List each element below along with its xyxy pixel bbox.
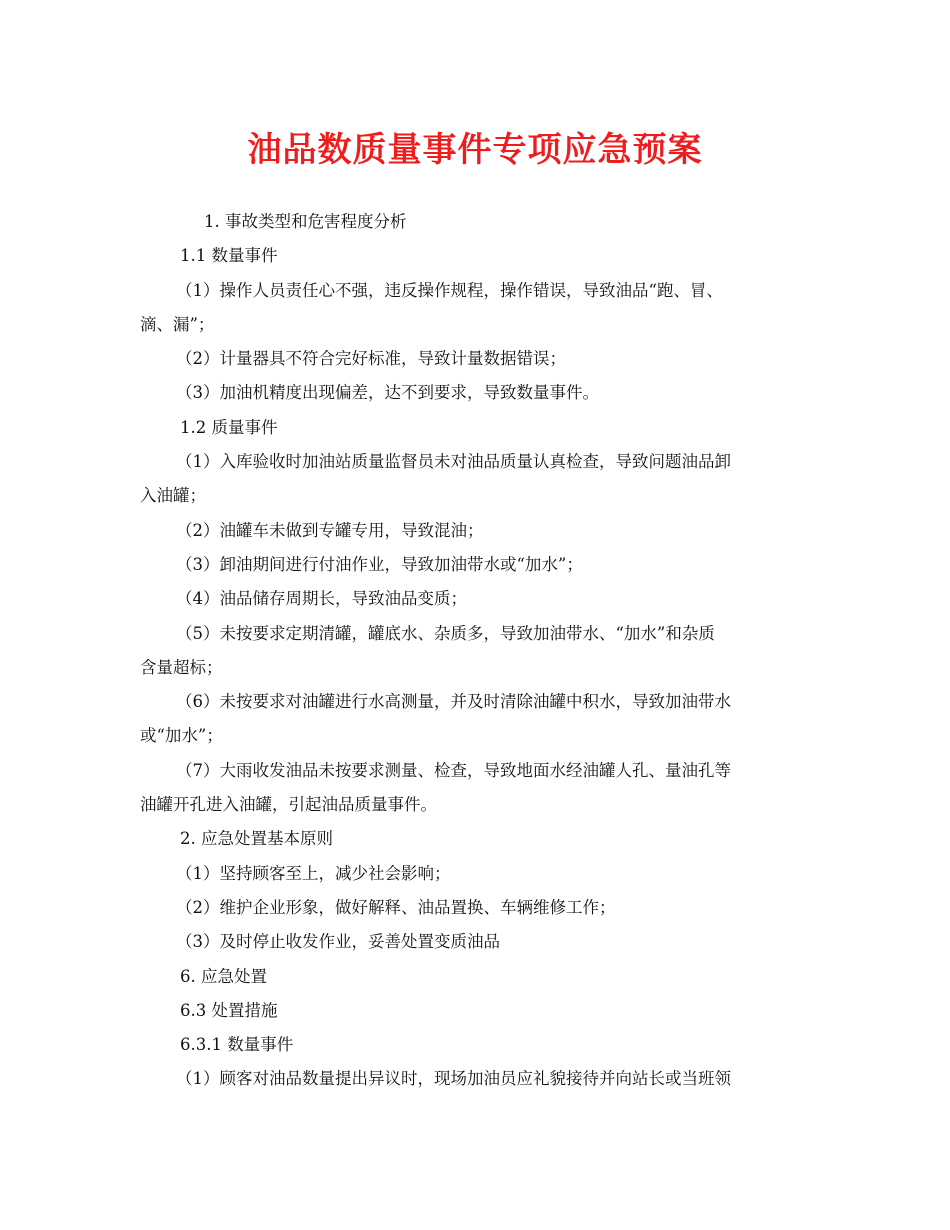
paragraph-line: 或“加水”； — [140, 726, 223, 746]
paragraph-line: （3）卸油期间进行付油作业，导致加油带水或“加水”； — [176, 554, 583, 574]
paragraph-line: 入油罐； — [140, 486, 206, 506]
subsection-heading: 1.2 质量事件 — [180, 417, 278, 437]
paragraph-line: （1）坚持顾客至上，减少社会影响； — [176, 863, 451, 883]
paragraph-line: （4）油品储存周期长，导致油品变质； — [176, 589, 467, 609]
subsection-heading: 1.1 数量事件 — [180, 246, 278, 266]
paragraph-line: （3）加油机精度出现偏差，达不到要求，导致数量事件。 — [176, 383, 599, 403]
paragraph-line: （1）入库验收时加油站质量监督员未对油品质量认真检查，导致问题油品卸 — [176, 452, 731, 472]
paragraph-line: 含量超标； — [140, 657, 223, 677]
paragraph-line: （7）大雨收发油品未按要求测量、检查，导致地面水经油罐人孔、量油孔等 — [176, 760, 731, 780]
paragraph-line: （1）顾客对油品数量提出异议时，现场加油员应礼貌接待并向站长或当班领 — [176, 1069, 731, 1089]
paragraph-line: （2）维护企业形象，做好解释、油品置换、车辆维修工作； — [176, 897, 616, 917]
paragraph-line: （6）未按要求对油罐进行水高测量，并及时清除油罐中积水，导致加油带水 — [176, 692, 731, 712]
paragraph-line: 油罐开孔进入油罐，引起油品质量事件。 — [140, 795, 437, 815]
document-title: 油品数质量事件专项应急预案 — [247, 130, 703, 170]
paragraph-line: （3）及时停止收发作业，妥善处置变质油品 — [176, 932, 500, 952]
subsection-heading: 6.3 处置措施 — [180, 1000, 278, 1020]
paragraph-line: （5）未按要求定期清罐，罐底水、杂质多，导致加油带水、“加水”和杂质 — [176, 623, 715, 643]
paragraph-line: （2）油罐车未做到专罐专用，导致混油； — [176, 520, 484, 540]
section-heading: 2. 应急处置基本原则 — [180, 829, 333, 849]
subsection-heading: 6.3.1 数量事件 — [180, 1035, 294, 1055]
paragraph-line: （1）操作人员责任心不强，违反操作规程，操作错误，导致油品“跑、冒、 — [176, 280, 723, 300]
paragraph-line: 滴、漏”； — [140, 314, 215, 334]
paragraph-line: （2）计量器具不符合完好标准，导致计量数据错误； — [176, 349, 566, 369]
section-heading: 6. 应急处置 — [180, 966, 267, 986]
document-body — [140, 205, 812, 1097]
section-heading: 1. 事故类型和危害程度分析 — [204, 212, 407, 231]
